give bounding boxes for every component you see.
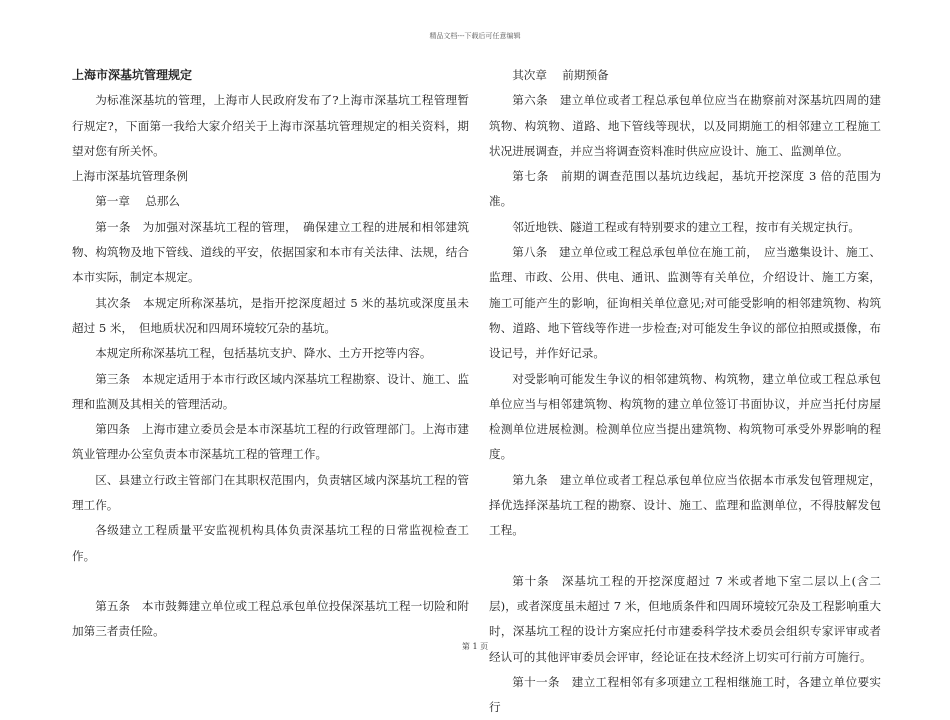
paragraph: 区、县建立行政主管部门在其职权范围内，负责辖区域内深基坑工程的管理工作。 — [72, 472, 469, 513]
paragraph: 为标准深基坑的管理，上海市人民政府发布了?上海市深基坑工程管理暂行规定?，下面第一我给大家介绍关于上海市深基坑管理规定的相关资料，期望对您有所关怀。 — [72, 93, 469, 158]
page-number: 第 1 页 — [461, 642, 489, 651]
blank-line — [72, 569, 469, 594]
left-column — [72, 63, 469, 645]
blank-line — [489, 544, 881, 569]
paragraph: 第四条 上海市建立委员会是本市深基坑工程的行政管理部门。上海市建筑业管理办公室负责本市深基坑工程的管理工作。 — [72, 422, 469, 462]
page-header: 精品文档---下载后可任意编辑 — [429, 32, 521, 40]
paragraph: 第九条 建立单位或者工程总承包单位应当依据本市承发包管理规定，择优选择深基坑工程的勘察、设计、施工、监理和监测单位，不得肢解发包工程。 — [489, 472, 881, 538]
paragraph: 第六条 建立单位或者工程总承包单位应当在勘察前对深基坑四周的建筑物、构筑物、道路、地下管线等现状，以及同期施工的相邻建立工程施工状况进展调查，并应当将调查资料准时供应应设计、施工、监测单位。 — [489, 93, 881, 158]
right-column — [489, 63, 881, 720]
paragraph: 第十条 深基坑工程的开挖深度超过 7 米或者地下室二层以上(含二层)，或者深度虽未超过 7 米，但地质条件和四周环境较冗杂及工程影响重大时，深基坑工程的设计方案应托付市建委科学技术委员会组织专家评审或者经认可的其他评审委员会评审，经论证在技术经济上切实可行前方可施行。 — [489, 573, 881, 664]
paragraph: 第三条 本规定适用于本市行政区域内深基坑工程勘察、设计、施工、监理和监测及其相关的管理活动。 — [72, 371, 469, 411]
paragraph: 第一条 为加强对深基坑工程的管理， 确保建立工程的进展和相邻建筑物、构筑物及地下管线、道线的平安，依据国家和本市有关法律、法规，结合本市实际，制定本规定。 — [72, 219, 469, 285]
paragraph: 邻近地铁、隧道工程或有特别要求的建立工程，按市有关规定执行。 — [512, 219, 861, 234]
paragraph: 第七条 前期的调查范围以基坑边线起，基坑开挖深度 3 倍的范围为准。 — [489, 169, 881, 209]
paragraph: 各级建立工程质量平安监视机构具体负责深基坑工程的日常监视检查工作。 — [72, 523, 469, 563]
paragraph: 第十一条 建立工程相邻有多项建立工程相继施工时，各建立单位要实行 — [489, 674, 881, 715]
paragraph: 其次章 前期预备 — [512, 68, 609, 82]
paragraph: 其次条 本规定所称深基坑，是指开挖深度超过 5 米的基坑或深度虽未超过 5 米， 但地质状况和四周环境较冗杂的基坑。 — [72, 295, 469, 335]
paragraph: 本规定所称深基坑工程，包括基坑支护、降水、土方开挖等内容。 — [95, 346, 432, 361]
paragraph: 第五条 本市鼓舞建立单位或工程总承包单位投保深基坑工程一切险和附加第三者责任险。 — [72, 598, 469, 639]
paragraph: 上海市深基坑管理条例 — [72, 169, 188, 184]
paragraph: 第一章 总那么 — [95, 194, 181, 209]
paragraph: 第八条 建立单位或工程总承包单位在施工前， 应当邀集设计、施工、监理、市政、公用、供电、通讯、监测等有关单位，介绍设计、施工方案，施工可能产生的影响，征询相关单位意见;对可能受影响的相邻建筑物、构筑物、道路、地下管线等作进一步检查;对可能发生争议的部位拍照或摄像，布设记号，并作好记录。 — [489, 245, 881, 361]
paragraph: 对受影响可能发生争议的相邻建筑物、构筑物，建立单位或工程总承包单位应当与相邻建筑物、构筑物的建立单位签订书面协议，并应当托付房屋检测单位进展检测。检测单位应当提出建筑物、构筑物可承受外界影响的程度。 — [489, 371, 881, 462]
document-title: 上海市深基坑管理规定 — [72, 68, 193, 82]
